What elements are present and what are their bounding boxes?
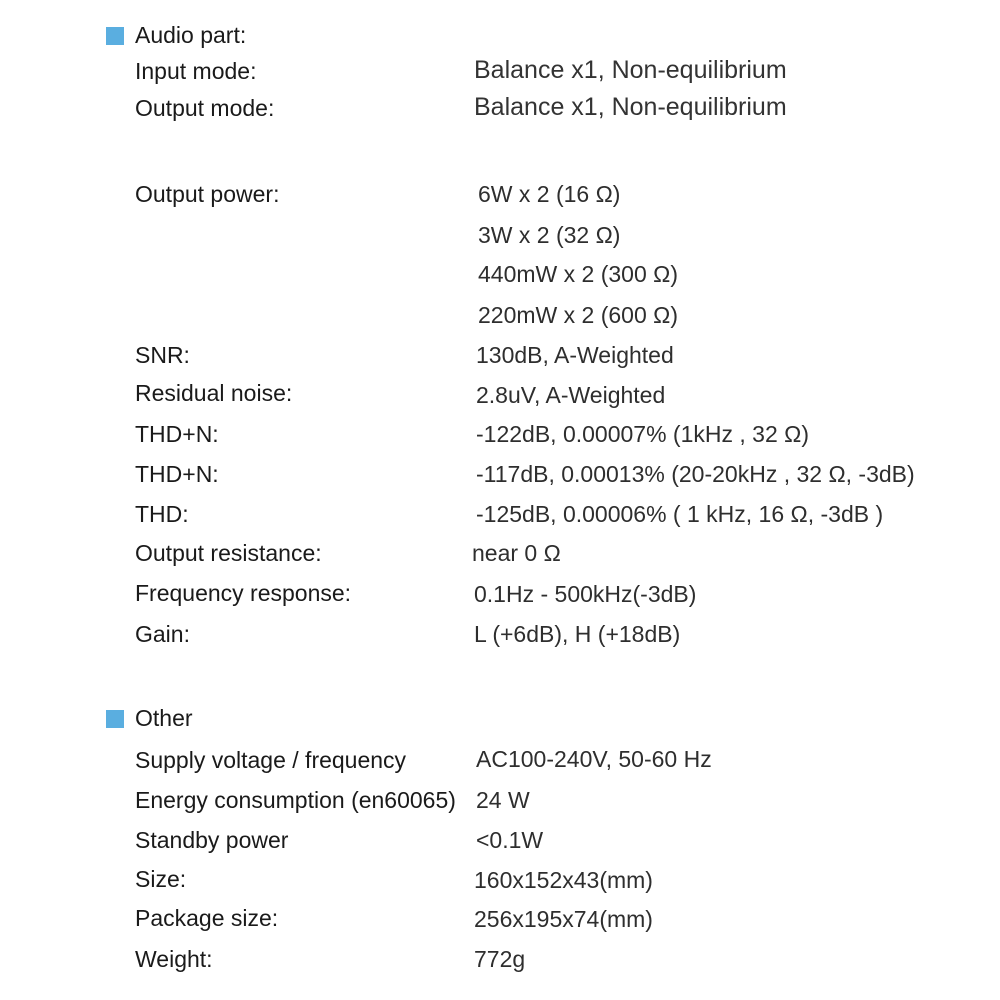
spec-label: Input mode: <box>135 58 257 84</box>
spec-value: AC100-240V, 50-60 Hz <box>476 746 712 772</box>
spec-label: SNR: <box>135 342 190 368</box>
spec-value: 3W x 2 (32 Ω) <box>478 222 621 248</box>
spec-value: L (+6dB), H (+18dB) <box>474 621 681 647</box>
spec-label: Output power: <box>135 181 280 207</box>
spec-label: Frequency response: <box>135 580 352 606</box>
spec-value: 0.1Hz - 500kHz(-3dB) <box>474 581 697 607</box>
spec-value: Balance x1, Non-equilibrium <box>474 93 787 121</box>
spec-value: <0.1W <box>476 827 544 853</box>
spec-label: Package size: <box>135 905 279 931</box>
spec-value: 2.8uV, A-Weighted <box>476 382 666 408</box>
spec-label: Standby power <box>135 827 289 853</box>
spec-value: -122dB, 0.00007% (1kHz , 32 Ω) <box>476 421 809 447</box>
section-bullet-icon <box>106 710 124 728</box>
section-bullet-icon <box>106 27 124 45</box>
spec-label: THD+N: <box>135 461 219 487</box>
spec-value: 6W x 2 (16 Ω) <box>478 181 621 207</box>
section-heading-audio: Audio part: <box>135 22 247 48</box>
spec-value: 24 W <box>476 787 530 813</box>
spec-value: near 0 Ω <box>472 540 561 566</box>
spec-label: Residual noise: <box>135 380 293 406</box>
spec-label: Gain: <box>135 621 190 647</box>
spec-value: -125dB, 0.00006% ( 1 kHz, 16 Ω, -3dB ) <box>476 501 884 527</box>
spec-label: Size: <box>135 866 187 892</box>
spec-label: Supply voltage / frequency <box>135 747 407 773</box>
spec-label: THD: <box>135 501 189 527</box>
spec-value: 256x195x74(mm) <box>474 906 653 932</box>
spec-value: Balance x1, Non-equilibrium <box>474 56 787 84</box>
spec-label: THD+N: <box>135 421 219 447</box>
spec-value: 160x152x43(mm) <box>474 867 653 893</box>
spec-label: Weight: <box>135 946 213 972</box>
spec-value: 130dB, A-Weighted <box>476 342 674 368</box>
spec-value: -117dB, 0.00013% (20-20kHz , 32 Ω, -3dB) <box>476 461 915 487</box>
spec-label: Output mode: <box>135 95 275 121</box>
spec-label: Output resistance: <box>135 540 322 566</box>
spec-value: 440mW x 2 (300 Ω) <box>478 261 678 287</box>
spec-label: Energy consumption (en60065) <box>135 787 456 813</box>
spec-value: 220mW x 2 (600 Ω) <box>478 302 678 328</box>
spec-value: 772g <box>474 946 526 972</box>
section-heading-other: Other <box>135 705 193 731</box>
